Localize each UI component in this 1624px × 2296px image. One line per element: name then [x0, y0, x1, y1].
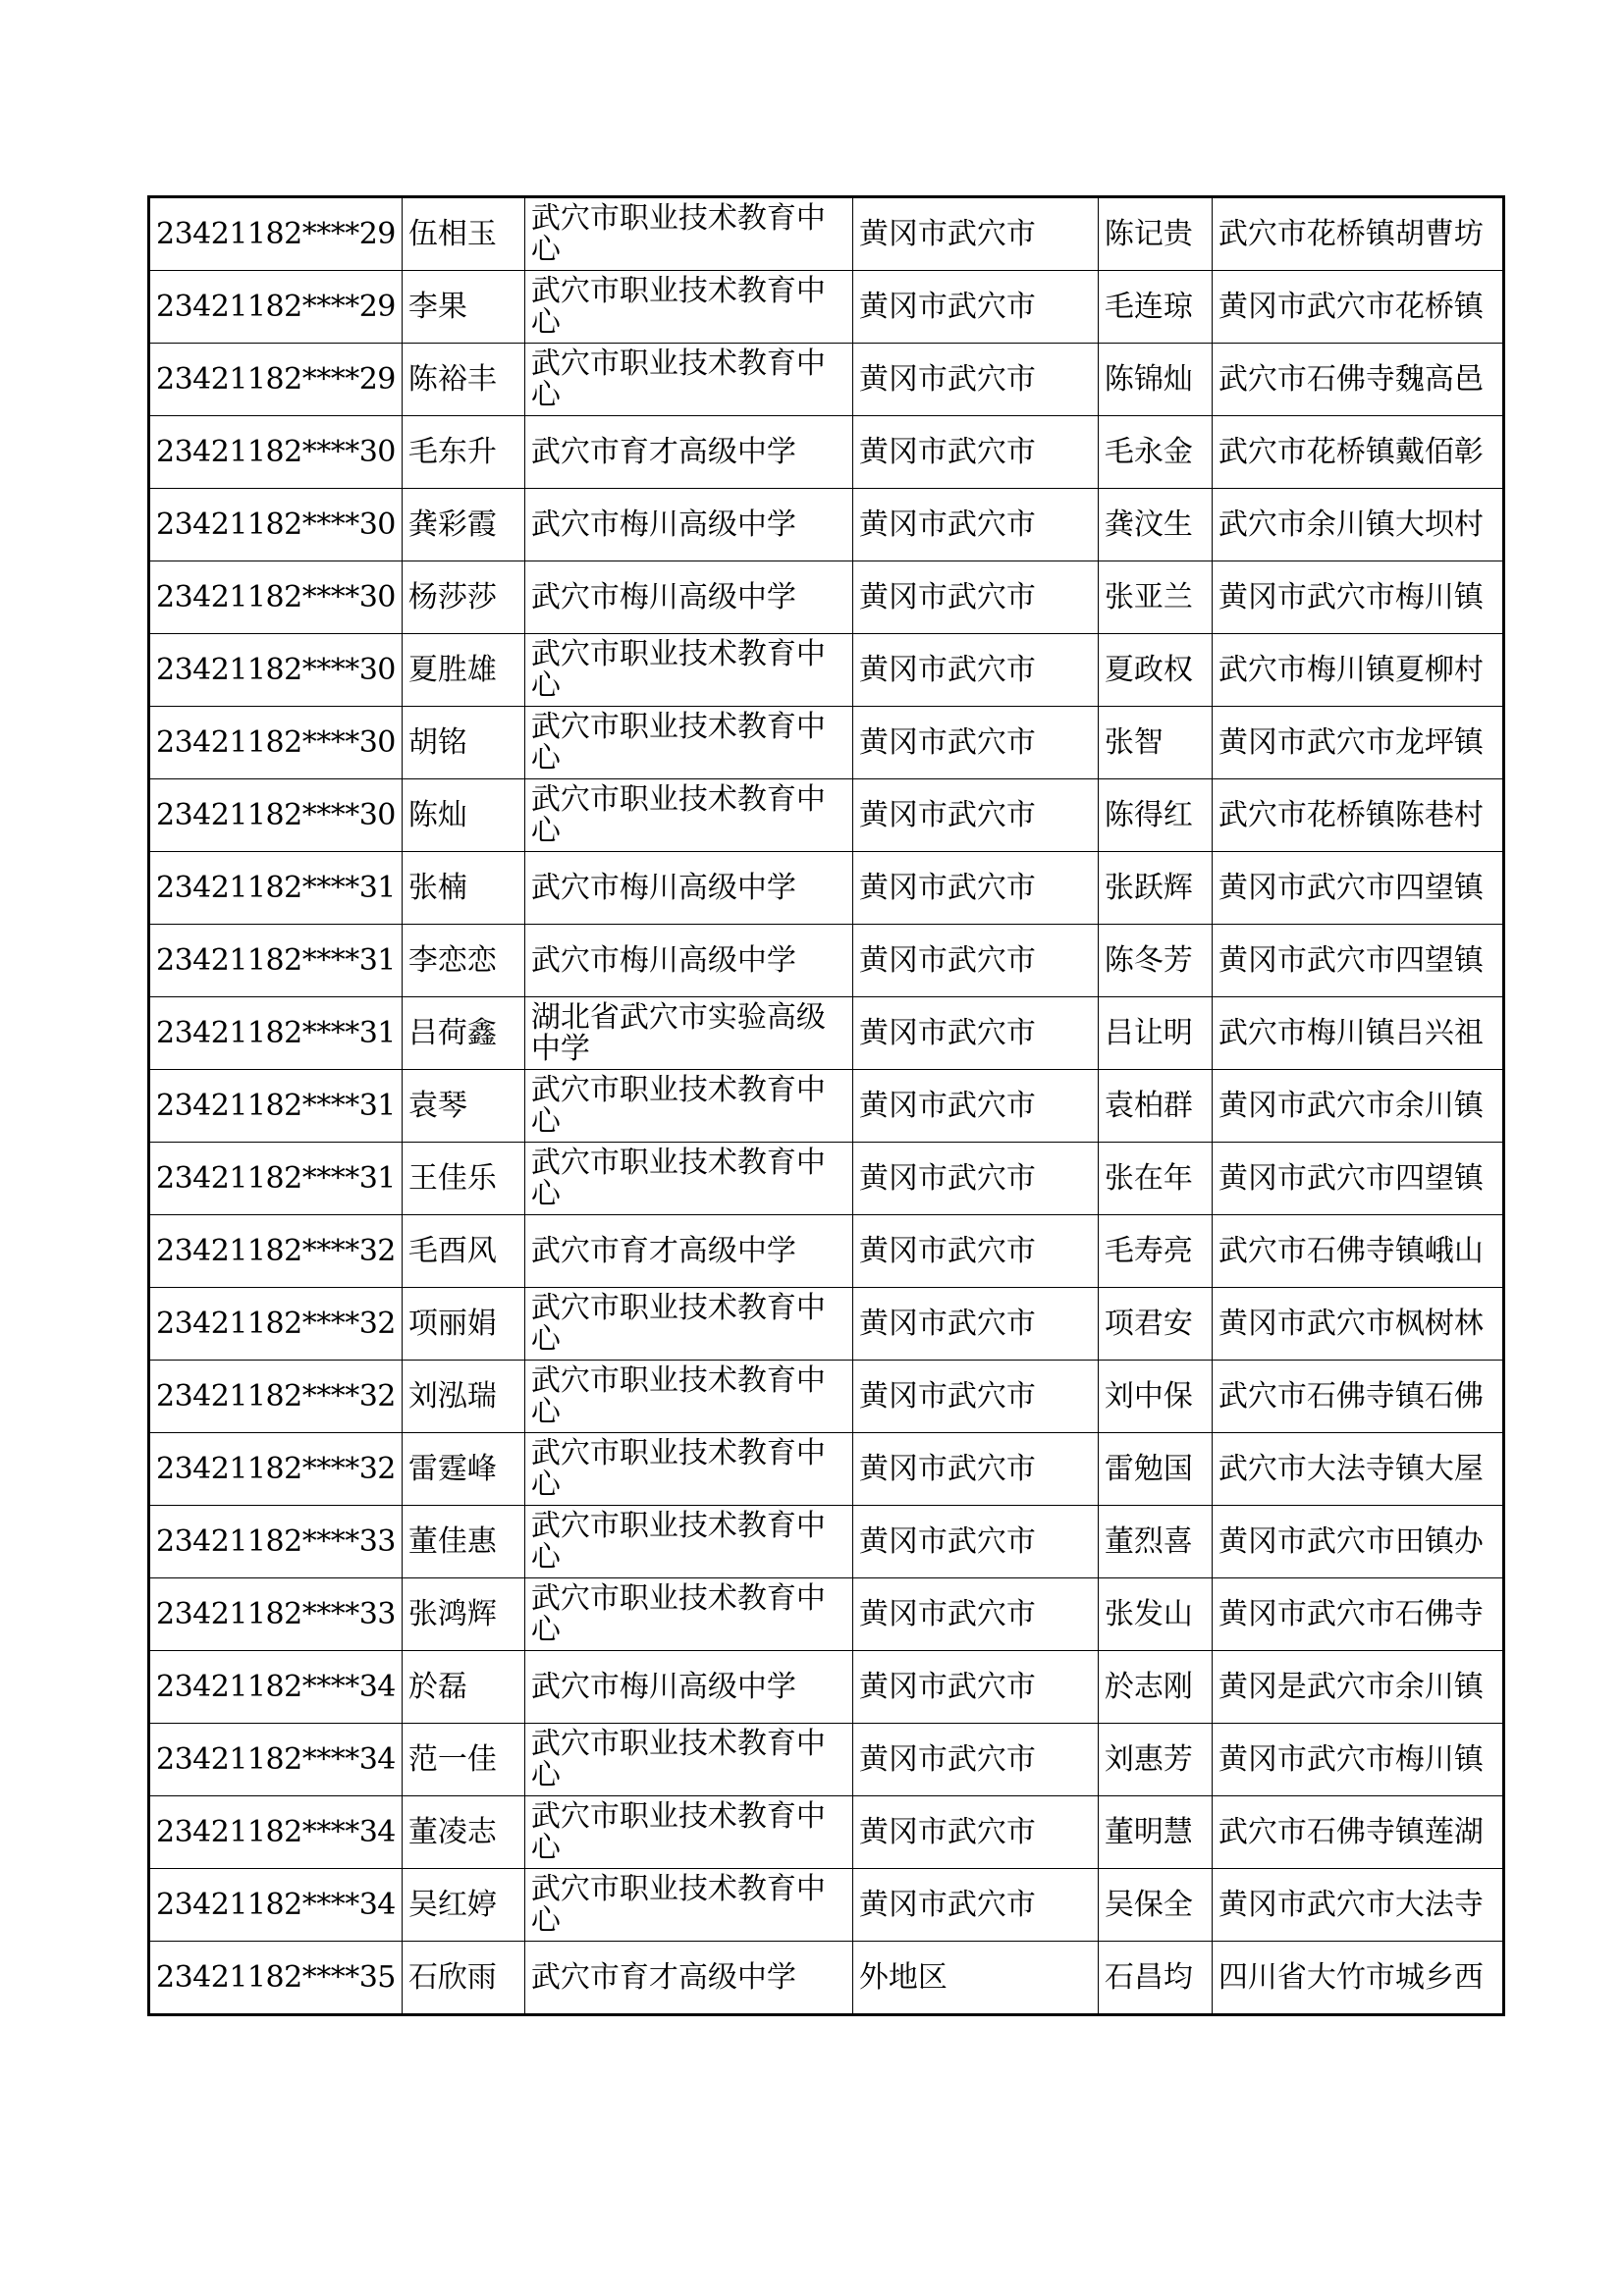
address-cell: 黄冈是武穴市余川镇	[1212, 1651, 1503, 1724]
address-cell: 黄冈市武穴市梅川镇	[1212, 561, 1503, 634]
table-row	[149, 925, 1504, 997]
table-row	[149, 1143, 1504, 1215]
student-name-cell: 董佳惠	[402, 1506, 524, 1578]
address-cell: 黄冈市武穴市四望镇	[1212, 852, 1503, 925]
address-cell: 武穴市石佛寺魏高邑	[1212, 344, 1503, 416]
school-cell: 湖北省武穴市实验高级中学	[524, 997, 852, 1070]
student-id-cell: 23421182****31	[149, 997, 403, 1070]
school-cell: 武穴市梅川高级中学	[524, 852, 852, 925]
region-cell: 黄冈市武穴市	[852, 416, 1098, 489]
address-cell: 黄冈市武穴市花桥镇	[1212, 271, 1503, 344]
guardian-name-cell: 张跃辉	[1098, 852, 1212, 925]
address-cell: 黄冈市武穴市田镇办	[1212, 1506, 1503, 1578]
student-name-cell: 於磊	[402, 1651, 524, 1724]
address-cell: 武穴市余川镇大坝村	[1212, 489, 1503, 561]
guardian-name-cell: 陈冬芳	[1098, 925, 1212, 997]
school-cell: 武穴市育才高级中学	[524, 1942, 852, 2015]
address-cell: 黄冈市武穴市梅川镇	[1212, 1724, 1503, 1796]
guardian-name-cell: 吕让明	[1098, 997, 1212, 1070]
guardian-name-cell: 刘惠芳	[1098, 1724, 1212, 1796]
region-cell: 外地区	[852, 1942, 1098, 2015]
address-cell: 武穴市花桥镇戴佰彰	[1212, 416, 1503, 489]
student-id-cell: 23421182****35	[149, 1942, 403, 2015]
school-cell: 武穴市职业技术教育中心	[524, 271, 852, 344]
student-id-cell: 23421182****30	[149, 707, 403, 779]
table-row	[149, 1796, 1504, 1869]
guardian-name-cell: 吴保全	[1098, 1869, 1212, 1942]
region-cell: 黄冈市武穴市	[852, 1433, 1098, 1506]
student-name-cell: 毛东升	[402, 416, 524, 489]
guardian-name-cell: 毛连琼	[1098, 271, 1212, 344]
table-row	[149, 634, 1504, 707]
table-row	[149, 1506, 1504, 1578]
school-cell: 武穴市梅川高级中学	[524, 489, 852, 561]
student-id-cell: 23421182****34	[149, 1869, 403, 1942]
guardian-name-cell: 毛寿亮	[1098, 1215, 1212, 1288]
address-cell: 武穴市石佛寺镇石佛	[1212, 1361, 1503, 1433]
student-name-cell: 胡铭	[402, 707, 524, 779]
guardian-name-cell: 张亚兰	[1098, 561, 1212, 634]
table-row	[149, 197, 1504, 271]
guardian-name-cell: 董明慧	[1098, 1796, 1212, 1869]
student-name-cell: 李恋恋	[402, 925, 524, 997]
region-cell: 黄冈市武穴市	[852, 1651, 1098, 1724]
region-cell: 黄冈市武穴市	[852, 197, 1098, 271]
table-row	[149, 271, 1504, 344]
table-row	[149, 1433, 1504, 1506]
region-cell: 黄冈市武穴市	[852, 779, 1098, 852]
student-name-cell: 石欣雨	[402, 1942, 524, 2015]
region-cell: 黄冈市武穴市	[852, 852, 1098, 925]
student-name-cell: 项丽娟	[402, 1288, 524, 1361]
region-cell: 黄冈市武穴市	[852, 489, 1098, 561]
table-row	[149, 997, 1504, 1070]
address-cell: 黄冈市武穴市龙坪镇	[1212, 707, 1503, 779]
table-row	[149, 1651, 1504, 1724]
address-cell: 黄冈市武穴市大法寺	[1212, 1869, 1503, 1942]
school-cell: 武穴市梅川高级中学	[524, 561, 852, 634]
table-row	[149, 1724, 1504, 1796]
guardian-name-cell: 夏政权	[1098, 634, 1212, 707]
guardian-name-cell: 张发山	[1098, 1578, 1212, 1651]
school-cell: 武穴市育才高级中学	[524, 416, 852, 489]
region-cell: 黄冈市武穴市	[852, 1796, 1098, 1869]
guardian-name-cell: 袁柏群	[1098, 1070, 1212, 1143]
student-name-cell: 刘泓瑞	[402, 1361, 524, 1433]
student-id-cell: 23421182****34	[149, 1796, 403, 1869]
address-cell: 武穴市大法寺镇大屋	[1212, 1433, 1503, 1506]
student-id-cell: 23421182****29	[149, 344, 403, 416]
region-cell: 黄冈市武穴市	[852, 1578, 1098, 1651]
school-cell: 武穴市职业技术教育中心	[524, 634, 852, 707]
table-row	[149, 344, 1504, 416]
region-cell: 黄冈市武穴市	[852, 1143, 1098, 1215]
region-cell: 黄冈市武穴市	[852, 1869, 1098, 1942]
student-id-cell: 23421182****30	[149, 416, 403, 489]
student-name-cell: 张鸿辉	[402, 1578, 524, 1651]
guardian-name-cell: 石昌均	[1098, 1942, 1212, 2015]
address-cell: 黄冈市武穴市四望镇	[1212, 1143, 1503, 1215]
student-id-cell: 23421182****31	[149, 852, 403, 925]
address-cell: 武穴市石佛寺镇峨山	[1212, 1215, 1503, 1288]
table-row	[149, 707, 1504, 779]
address-cell: 武穴市梅川镇夏柳村	[1212, 634, 1503, 707]
address-cell: 武穴市花桥镇陈巷村	[1212, 779, 1503, 852]
student-id-cell: 23421182****32	[149, 1433, 403, 1506]
region-cell: 黄冈市武穴市	[852, 707, 1098, 779]
student-name-cell: 董凌志	[402, 1796, 524, 1869]
student-name-cell: 陈灿	[402, 779, 524, 852]
student-name-cell: 伍相玉	[402, 197, 524, 271]
guardian-name-cell: 董烈喜	[1098, 1506, 1212, 1578]
school-cell: 武穴市职业技术教育中心	[524, 197, 852, 271]
table-row	[149, 1869, 1504, 1942]
roster-body	[149, 197, 1504, 2015]
student-id-cell: 23421182****29	[149, 271, 403, 344]
student-name-cell: 夏胜雄	[402, 634, 524, 707]
region-cell: 黄冈市武穴市	[852, 1215, 1098, 1288]
guardian-name-cell: 毛永金	[1098, 416, 1212, 489]
school-cell: 武穴市职业技术教育中心	[524, 1506, 852, 1578]
student-id-cell: 23421182****30	[149, 561, 403, 634]
student-name-cell: 吴红婷	[402, 1869, 524, 1942]
table-row	[149, 1942, 1504, 2015]
school-cell: 武穴市职业技术教育中心	[524, 1361, 852, 1433]
region-cell: 黄冈市武穴市	[852, 1506, 1098, 1578]
student-name-cell: 吕荷鑫	[402, 997, 524, 1070]
student-name-cell: 毛酉风	[402, 1215, 524, 1288]
school-cell: 武穴市职业技术教育中心	[524, 344, 852, 416]
student-id-cell: 23421182****30	[149, 489, 403, 561]
student-roster-table	[147, 195, 1505, 2016]
student-name-cell: 李果	[402, 271, 524, 344]
region-cell: 黄冈市武穴市	[852, 1724, 1098, 1796]
region-cell: 黄冈市武穴市	[852, 561, 1098, 634]
guardian-name-cell: 刘中保	[1098, 1361, 1212, 1433]
student-name-cell: 杨莎莎	[402, 561, 524, 634]
address-cell: 武穴市花桥镇胡曹坊	[1212, 197, 1503, 271]
student-name-cell: 陈裕丰	[402, 344, 524, 416]
guardian-name-cell: 张在年	[1098, 1143, 1212, 1215]
guardian-name-cell: 陈得红	[1098, 779, 1212, 852]
school-cell: 武穴市职业技术教育中心	[524, 1143, 852, 1215]
guardian-name-cell: 陈记贵	[1098, 197, 1212, 271]
guardian-name-cell: 张智	[1098, 707, 1212, 779]
region-cell: 黄冈市武穴市	[852, 997, 1098, 1070]
student-id-cell: 23421182****33	[149, 1506, 403, 1578]
address-cell: 黄冈市武穴市石佛寺	[1212, 1578, 1503, 1651]
table-row	[149, 1215, 1504, 1288]
student-id-cell: 23421182****32	[149, 1215, 403, 1288]
table-row	[149, 779, 1504, 852]
guardian-name-cell: 项君安	[1098, 1288, 1212, 1361]
school-cell: 武穴市职业技术教育中心	[524, 707, 852, 779]
student-name-cell: 龚彩霞	[402, 489, 524, 561]
address-cell: 武穴市石佛寺镇莲湖	[1212, 1796, 1503, 1869]
student-name-cell: 袁琴	[402, 1070, 524, 1143]
student-id-cell: 23421182****31	[149, 1143, 403, 1215]
school-cell: 武穴市职业技术教育中心	[524, 1288, 852, 1361]
region-cell: 黄冈市武穴市	[852, 271, 1098, 344]
address-cell: 黄冈市武穴市四望镇	[1212, 925, 1503, 997]
table-row	[149, 1578, 1504, 1651]
guardian-name-cell: 陈锦灿	[1098, 344, 1212, 416]
student-name-cell: 范一佳	[402, 1724, 524, 1796]
school-cell: 武穴市职业技术教育中心	[524, 1433, 852, 1506]
school-cell: 武穴市梅川高级中学	[524, 925, 852, 997]
table-row	[149, 416, 1504, 489]
table-row	[149, 561, 1504, 634]
table-row	[149, 489, 1504, 561]
student-name-cell: 雷霆峰	[402, 1433, 524, 1506]
student-id-cell: 23421182****33	[149, 1578, 403, 1651]
region-cell: 黄冈市武穴市	[852, 1070, 1098, 1143]
table-row	[149, 1070, 1504, 1143]
school-cell: 武穴市职业技术教育中心	[524, 1869, 852, 1942]
school-cell: 武穴市职业技术教育中心	[524, 1578, 852, 1651]
address-cell: 武穴市梅川镇吕兴祖	[1212, 997, 1503, 1070]
student-id-cell: 23421182****34	[149, 1651, 403, 1724]
student-id-cell: 23421182****31	[149, 925, 403, 997]
student-id-cell: 23421182****29	[149, 197, 403, 271]
region-cell: 黄冈市武穴市	[852, 1361, 1098, 1433]
school-cell: 武穴市育才高级中学	[524, 1215, 852, 1288]
school-cell: 武穴市职业技术教育中心	[524, 1070, 852, 1143]
guardian-name-cell: 龚汶生	[1098, 489, 1212, 561]
school-cell: 武穴市职业技术教育中心	[524, 779, 852, 852]
student-id-cell: 23421182****31	[149, 1070, 403, 1143]
table-row	[149, 852, 1504, 925]
table-row	[149, 1288, 1504, 1361]
student-name-cell: 王佳乐	[402, 1143, 524, 1215]
region-cell: 黄冈市武穴市	[852, 634, 1098, 707]
school-cell: 武穴市梅川高级中学	[524, 1651, 852, 1724]
student-id-cell: 23421182****32	[149, 1288, 403, 1361]
school-cell: 武穴市职业技术教育中心	[524, 1724, 852, 1796]
region-cell: 黄冈市武穴市	[852, 344, 1098, 416]
student-name-cell: 张楠	[402, 852, 524, 925]
region-cell: 黄冈市武穴市	[852, 925, 1098, 997]
address-cell: 四川省大竹市城乡西	[1212, 1942, 1503, 2015]
student-id-cell: 23421182****32	[149, 1361, 403, 1433]
student-id-cell: 23421182****30	[149, 779, 403, 852]
guardian-name-cell: 雷勉国	[1098, 1433, 1212, 1506]
guardian-name-cell: 於志刚	[1098, 1651, 1212, 1724]
table-row	[149, 1361, 1504, 1433]
student-id-cell: 23421182****30	[149, 634, 403, 707]
region-cell: 黄冈市武穴市	[852, 1288, 1098, 1361]
student-id-cell: 23421182****34	[149, 1724, 403, 1796]
school-cell: 武穴市职业技术教育中心	[524, 1796, 852, 1869]
address-cell: 黄冈市武穴市余川镇	[1212, 1070, 1503, 1143]
address-cell: 黄冈市武穴市枫树林	[1212, 1288, 1503, 1361]
